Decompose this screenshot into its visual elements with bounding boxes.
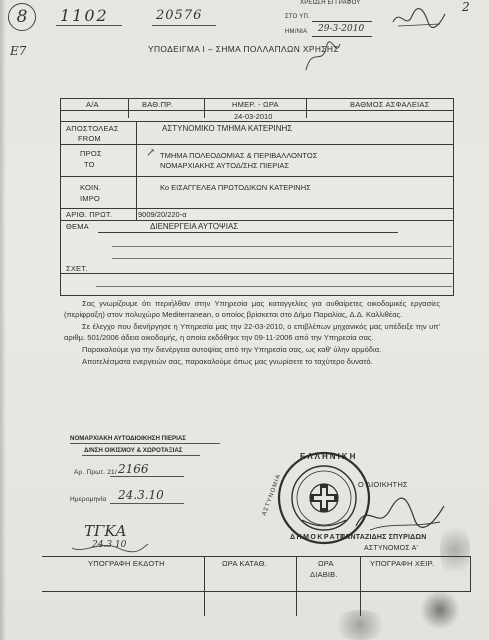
footer-divider-2 — [296, 556, 297, 616]
registration-signature-scribble — [390, 4, 448, 34]
approval-date-value: 24.3.10 — [118, 488, 164, 502]
seal-ring-bottom: ΔΗΜΟΚΡΑΤΙΑ — [290, 534, 352, 541]
header-date-value: 24-03-2010 — [234, 112, 273, 121]
receiving-stamp-line-1: ΝΟΜΑΡΧΙΑΚΗ ΑΥΤΟΔΙΟΙΚΗΣΗ ΠΙΕΡΙΑΣ — [70, 435, 186, 442]
page-number: 2 — [462, 0, 470, 14]
protocol-value: 9009/20/220-α — [138, 210, 187, 219]
protocol-label: ΑΡΙΘ. ΠΡΩΤ. — [66, 210, 113, 219]
body-paragraph-1: Σας γνωρίζουμε ότι περιήλθαν στην Υπηρεσία μας καταγγελίες για αυθαίρετες οικοδομικές εργασίες (περίφραξη) στον πολυχώρο Mediterranean, ο οποίος βρίσκεται στο Δήμο Παραλίας, Δ.Δ. Καλλιθέας. — [64, 299, 440, 319]
to-label-en: TO — [84, 160, 95, 169]
scan-smudge-3 — [440, 520, 470, 580]
signatory-name: ΠΑΝΤΑΖΙΔΗΣ ΣΠΥΡΙΔΩΝ — [340, 534, 427, 541]
signatory-rank: ΑΣΤΥΝΟΜΟΣ Α' — [364, 545, 419, 552]
header-aa: Α/Α — [86, 100, 99, 109]
commander-signature — [350, 496, 450, 536]
handwritten-initials: ΤΓΚΑ — [84, 522, 127, 540]
receiving-stamp-underline-1 — [70, 443, 220, 444]
to-value-line-1: ΤΜΗΜΑ ΠΟΛΕΟΔΟΜΙΑΣ & ΠΕΡΙΒΑΛΛΟΝΤΟΣ — [160, 151, 318, 160]
scan-edge-shadow — [0, 0, 6, 640]
header-divider-2 — [204, 98, 205, 118]
circled-number-text: 8 — [16, 7, 28, 27]
registration-stamp-date-line — [312, 36, 372, 37]
underline-number-1 — [56, 25, 122, 26]
approval-ref-line — [110, 476, 184, 477]
to-value-line-2: ΝΟΜΑΡΧΙΑΚΗΣ ΑΥΤΟΔ/ΣΗΣ ΠΙΕΡΙΑΣ — [160, 161, 289, 170]
footer-operator-signature: ΥΠΟΓΡΑΦΗ ΧΕΙΡ. — [370, 559, 435, 568]
approval-date-line — [110, 503, 184, 504]
footer-divider-3 — [360, 556, 361, 616]
subject-value: ΔΙΕΝΕΡΓΕΙΑ ΑΥΤΟΨΙΑΣ — [150, 222, 239, 231]
receiving-stamp-underline-2 — [82, 455, 200, 456]
signatory-role: Ο ΔΙΟΙΚΗΤΗΣ — [358, 480, 408, 489]
seal-ring-left: ΑΣΤΥΝΟΜΙΑ — [261, 473, 283, 517]
seal-ring-top: ΕΛΛΗΝΙΚΗ — [300, 452, 358, 461]
handwritten-number-2: 20576 — [156, 8, 203, 23]
registration-stamp-title: ΧΡΕΩΣΗ ΕΓΓΡΑΦΟΥ — [300, 0, 361, 6]
footer-transmit-time-b: ΔΙΑΒΙΒ. — [310, 570, 338, 579]
koin-label-en: IMPO — [80, 194, 100, 203]
title-scribble — [300, 40, 344, 76]
koin-value: Κο ΕΙΣΑΓΓΕΛΕΑ ΠΡΩΤΟΔΙΚΩΝ ΚΑΤΕΡΙΝΗΣ — [160, 183, 311, 192]
footer-issuer-signature: ΥΠΟΓΡΑΦΗ ΕΚΔΟΤΗ — [88, 559, 165, 568]
reference-label: ΣΧΕΤ. — [66, 264, 88, 273]
registration-stamp-dept-line — [312, 21, 372, 22]
header-bath-pr: ΒΑΘ.ΠΡ. — [142, 100, 173, 109]
reference-row-line — [60, 273, 453, 274]
initials-scribble — [70, 538, 150, 554]
registration-stamp-date: 29-3-2010 — [318, 24, 365, 34]
header-divider-1 — [128, 98, 129, 118]
footer-transmit-time-a: ΩΡΑ — [318, 559, 334, 568]
header-security: ΒΑΘΜΟΣ ΑΣΦΑΛΕΙΑΣ — [350, 100, 430, 109]
to-label: ΠΡΟΣ — [80, 149, 102, 158]
body-paragraph-4: Αποτελέσματα ενεργειών σας, παρακαλούμε όπως μας γνωρίσετε το ταχύτερο δυνατό. — [82, 357, 373, 366]
sender-label: ΑΠΟΣΤΟΛΕΑΣ — [66, 124, 119, 133]
koin-label: ΚΟΙΝ. — [80, 183, 102, 192]
subject-label: ΘΕΜΑ — [66, 222, 89, 231]
handwritten-initials-date: 24.3.10 — [92, 540, 127, 550]
to-row-line — [60, 176, 453, 177]
protocol-row-line — [60, 220, 453, 221]
circled-number — [8, 3, 36, 31]
footer-deposit-time: ΩΡΑ ΚΑΤΑΘ. — [222, 559, 267, 568]
scan-smudge-1 — [420, 590, 460, 630]
to-arrow-mark: ↗ — [146, 146, 156, 159]
reference-extra-line — [96, 286, 452, 287]
header-date-time: ΗΜΕΡ. - ΩΡΑ — [232, 100, 279, 109]
sender-row-line — [60, 144, 453, 145]
subject-extra-line-1 — [112, 246, 452, 247]
subject-underline — [98, 232, 398, 233]
underline-number-2 — [152, 25, 216, 26]
header-row-line — [60, 110, 453, 111]
form-title: ΥΠΟΔΕΙΓΜΑ Ι – ΣΗΜΑ ΠΟΛΛΑΠΛΩΝ ΧΡΗΣΗΣ — [148, 44, 339, 54]
letter-body — [64, 298, 440, 368]
approval-ref-value: 2166 — [118, 462, 149, 476]
header-bottom-line — [60, 121, 453, 122]
header-divider-3 — [306, 98, 307, 118]
registration-stamp-dept: ΣΤΟ ΥΠ. — [285, 14, 310, 20]
handwritten-number-1: 1102 — [60, 6, 109, 25]
registration-stamp-date-label: ΗΜ/ΝΙΑ — [285, 29, 308, 35]
body-paragraph-3: Παρακαλούμε για την διενέργεια αυτοψίας από την Υπηρεσία σας, ως καθ' ύλην αρμόδια. — [82, 345, 382, 354]
approval-date-label: Ημερομηνία — [70, 496, 107, 503]
approval-ref-label: Αρ. Πρωτ. 21/ — [74, 469, 117, 476]
sender-value: ΑΣΤΥΝΟΜΙΚΟ ΤΜΗΜΑ ΚΑΤΕΡΙΝΗΣ — [162, 124, 293, 133]
sender-label-en: FROM — [78, 134, 101, 143]
side-margin-mark: Ε7 — [10, 44, 27, 58]
subject-extra-line-2 — [112, 258, 452, 259]
scan-smudge-2 — [330, 610, 390, 640]
label-column-divider — [136, 121, 137, 221]
koin-row-line — [60, 208, 453, 209]
footer-divider-1 — [204, 556, 205, 616]
receiving-stamp-line-2: Δ/ΝΣΗ ΟΙΚΙΣΜΟΥ & ΧΩΡΟΤΑΞΙΑΣ — [84, 447, 183, 454]
body-paragraph-2: Σε έλεγχο που διενήργησε η Υπηρεσία μας την 22-03-2010, ο επιβλέπων μηχανικός μας υπέδειξε την υπ' αριθμ. 501/2006 άδεια οικοδομής, η οποία εκδόθηκε την 09-11-2006 από την Υπηρεσία σας. — [64, 322, 440, 342]
